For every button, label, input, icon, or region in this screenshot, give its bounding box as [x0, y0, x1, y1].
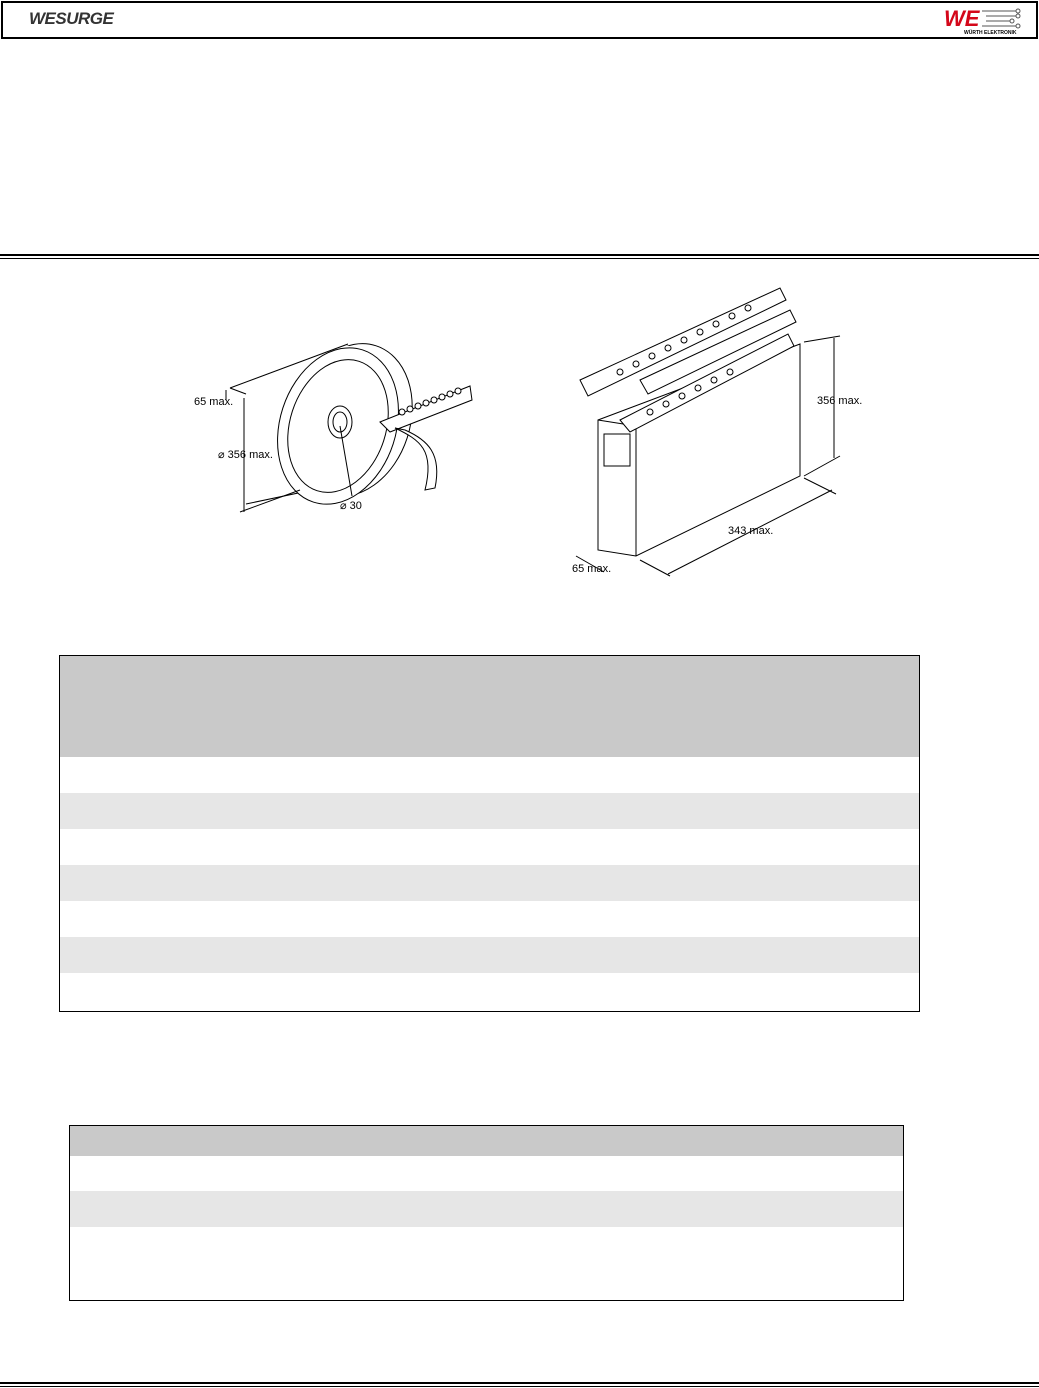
box-height-label: 356 max.	[817, 395, 863, 407]
header-bar	[1, 1, 1038, 39]
table-row	[70, 1227, 903, 1300]
packaging-table	[59, 655, 920, 1012]
secondary-table	[69, 1125, 904, 1301]
table-row	[60, 865, 919, 901]
reel-width-label: 65 max.	[194, 396, 234, 408]
table-header-row	[70, 1126, 903, 1156]
ammo-box-figure	[560, 280, 870, 590]
reel-figure	[180, 330, 500, 530]
box-length-label: 343 max.	[728, 525, 774, 537]
table-row	[70, 1191, 903, 1227]
brand-logo-text: WESURGE	[29, 9, 114, 28]
table-row	[60, 829, 919, 865]
table-row	[60, 937, 919, 973]
table-row	[60, 901, 919, 937]
footer-divider	[0, 1382, 1039, 1387]
reel-diameter-label: ⌀ 356 max.	[218, 449, 273, 461]
table-row	[60, 793, 919, 829]
table-row	[60, 973, 919, 1011]
logo-we-letters: WE	[944, 6, 980, 31]
table-row	[60, 757, 919, 793]
logo-subtext: WÜRTH ELEKTRONIK	[964, 30, 1017, 36]
table-header-row	[60, 656, 919, 757]
box-depth-label: 65 max.	[572, 563, 612, 575]
section-divider	[0, 254, 1039, 259]
wurth-elektronik-logo	[942, 6, 1022, 36]
reel-hub-label: ⌀ 30	[340, 500, 362, 512]
table-row	[70, 1156, 903, 1191]
